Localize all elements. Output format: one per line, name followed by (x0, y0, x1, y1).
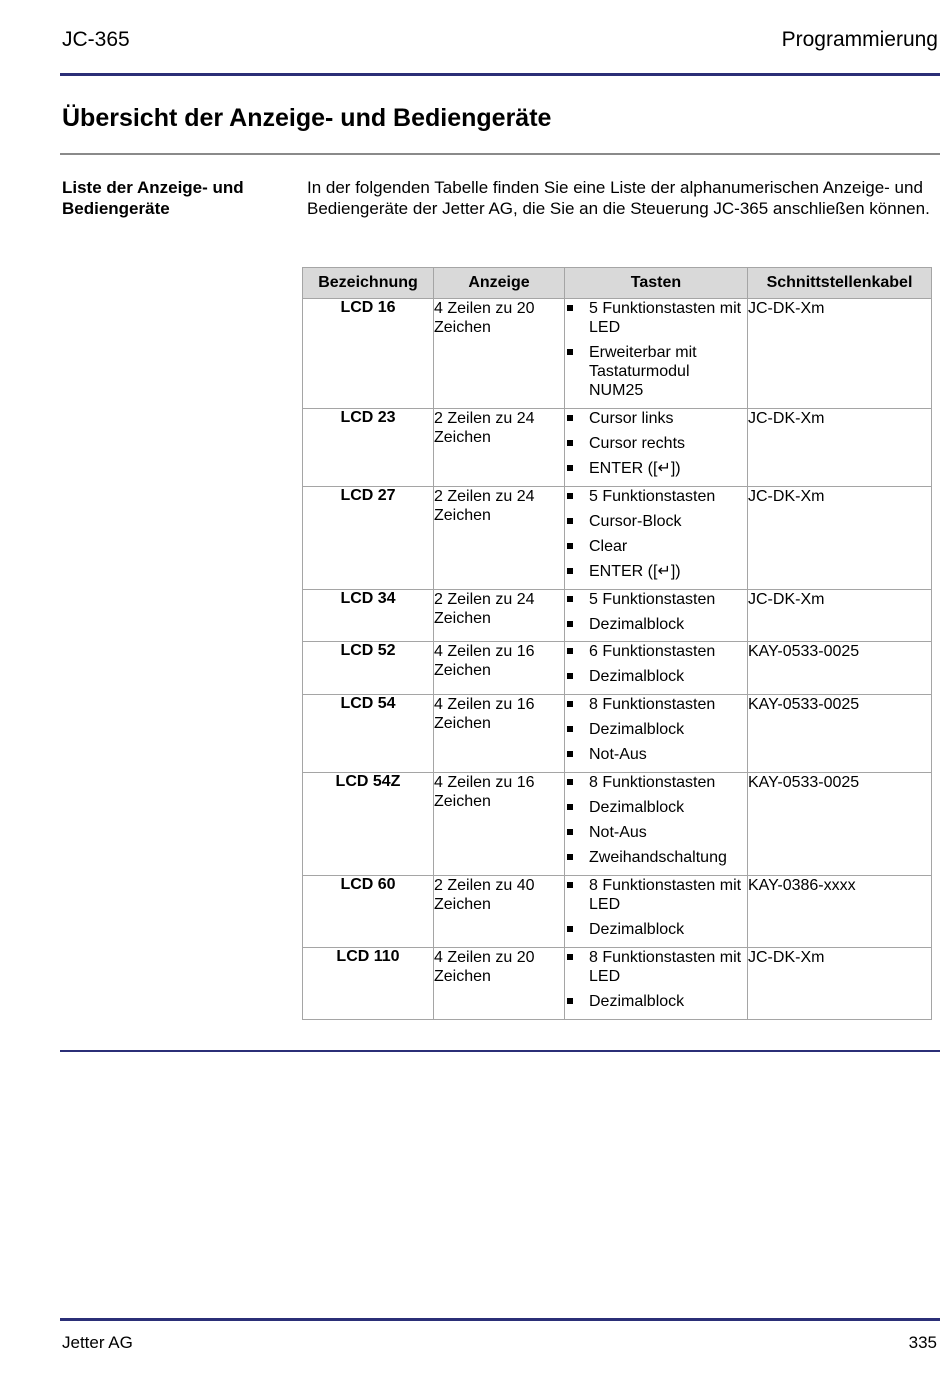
key-item: 5 Funktionstasten mit LED (565, 299, 747, 337)
device-cable: JC-DK-Xm (748, 487, 932, 590)
device-display: 4 Zeilen zu 16 Zeichen (434, 695, 565, 773)
device-cable: JC-DK-Xm (748, 409, 932, 487)
device-keys (565, 642, 748, 695)
device-display: 4 Zeilen zu 20 Zeichen (434, 299, 565, 409)
device-keys (565, 695, 748, 773)
device-name: LCD 54Z (303, 773, 434, 876)
key-item: ENTER ([↵]) (565, 459, 747, 478)
header-section: Programmierung (781, 28, 938, 51)
device-name: LCD 54 (303, 695, 434, 773)
table-row (303, 487, 932, 590)
title-rule (60, 153, 940, 155)
device-cable: KAY-0533-0025 (748, 642, 932, 695)
key-item: 8 Funktionstasten (565, 695, 747, 714)
table-row (303, 590, 932, 642)
key-item: Not-Aus (565, 823, 747, 842)
key-item: Dezimalblock (565, 992, 747, 1011)
table-row (303, 695, 932, 773)
intro-paragraph: In der folgenden Tabelle finden Sie eine Liste der alphanumerischen Anzeige- und Bediengeräte der Jetter AG, die Sie an die Steuerung JC-365 anschließen können. (307, 178, 930, 218)
page-number: 335 (908, 1333, 937, 1352)
device-display: 2 Zeilen zu 24 Zeichen (434, 487, 565, 590)
device-cable: KAY-0386-xxxx (748, 876, 932, 948)
device-name: LCD 60 (303, 876, 434, 948)
device-display: 4 Zeilen zu 16 Zeichen (434, 642, 565, 695)
device-table (302, 267, 932, 1020)
key-item: Erweiterbar mit Tastaturmodul NUM25 (565, 343, 747, 400)
device-name: LCD 27 (303, 487, 434, 590)
key-item: Dezimalblock (565, 920, 747, 939)
device-name: LCD 110 (303, 948, 434, 1020)
key-item: Dezimalblock (565, 720, 747, 739)
device-display: 2 Zeilen zu 24 Zeichen (434, 409, 565, 487)
device-display: 4 Zeilen zu 16 Zeichen (434, 773, 565, 876)
header-product: JC-365 (62, 28, 130, 51)
key-item: Cursor-Block (565, 512, 747, 531)
device-keys (565, 409, 748, 487)
key-item: Clear (565, 537, 747, 556)
device-display: 2 Zeilen zu 24 Zeichen (434, 590, 565, 642)
device-name: LCD 52 (303, 642, 434, 695)
table-header-row (303, 268, 932, 299)
device-keys (565, 773, 748, 876)
device-keys (565, 948, 748, 1020)
device-keys (565, 299, 748, 409)
key-item: Dezimalblock (565, 798, 747, 817)
key-item: Cursor rechts (565, 434, 747, 453)
device-display: 4 Zeilen zu 20 Zeichen (434, 948, 565, 1020)
key-item: 8 Funktionstasten (565, 773, 747, 792)
device-name: LCD 34 (303, 590, 434, 642)
key-item: 5 Funktionstasten (565, 590, 747, 609)
column-header-display: Anzeige (434, 268, 565, 299)
content-end-rule (60, 1050, 940, 1052)
table-row (303, 948, 932, 1020)
key-item: 8 Funktionstasten mit LED (565, 948, 747, 986)
device-cable: JC-DK-Xm (748, 299, 932, 409)
key-item: Not-Aus (565, 745, 747, 764)
device-keys (565, 876, 748, 948)
device-cable: JC-DK-Xm (748, 590, 932, 642)
footer-rule (60, 1318, 940, 1321)
column-header-keys: Tasten (565, 268, 748, 299)
key-item: Cursor links (565, 409, 747, 428)
table-row (303, 876, 932, 948)
side-heading: Liste der Anzeige- und Bediengeräte (62, 178, 244, 218)
key-item: Dezimalblock (565, 667, 747, 686)
device-keys (565, 590, 748, 642)
table-row (303, 773, 932, 876)
device-cable: KAY-0533-0025 (748, 773, 932, 876)
key-item: ENTER ([↵]) (565, 562, 747, 581)
footer-company: Jetter AG (62, 1333, 133, 1352)
key-item: Dezimalblock (565, 615, 747, 634)
key-item: Zweihandschaltung (565, 848, 747, 867)
device-cable: KAY-0533-0025 (748, 695, 932, 773)
device-cable: JC-DK-Xm (748, 948, 932, 1020)
device-keys (565, 487, 748, 590)
column-header-cable: Schnittstellenkabel (748, 268, 932, 299)
column-header-name: Bezeichnung (303, 268, 434, 299)
key-item: 8 Funktionstasten mit LED (565, 876, 747, 914)
page-title: Übersicht der Anzeige- und Bediengeräte (62, 104, 552, 132)
table-row (303, 642, 932, 695)
device-name: LCD 23 (303, 409, 434, 487)
key-item: 5 Funktionstasten (565, 487, 747, 506)
key-item: 6 Funktionstasten (565, 642, 747, 661)
device-display: 2 Zeilen zu 40 Zeichen (434, 876, 565, 948)
table-row (303, 299, 932, 409)
device-name: LCD 16 (303, 299, 434, 409)
table-row (303, 409, 932, 487)
header-rule (60, 73, 940, 76)
